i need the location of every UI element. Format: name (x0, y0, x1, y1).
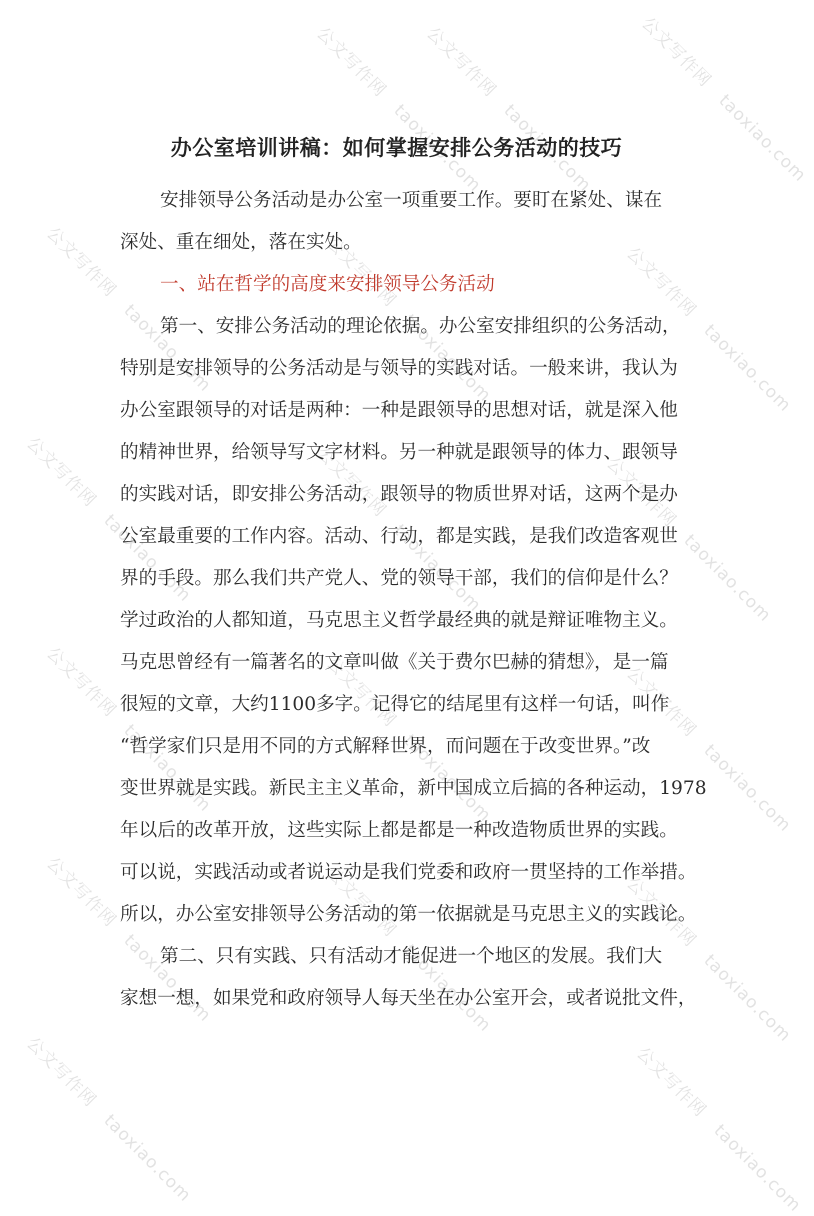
watermark: 公文写作网 taoxiao.com (322, 863, 496, 1037)
watermark: 公文写作网 taoxiao.com (42, 643, 216, 817)
paragraph-line: 第二、只有实践、只有活动才能促进一个地区的发展。我们大 (160, 946, 663, 967)
paragraph-line: 所以，办公室安排领导公务活动的第一依据就是马克思主义的实践论。 (120, 904, 697, 925)
paragraph-line: 很短的文章，大约1100多字。记得它的结尾里有这样一句话，叫作 (120, 694, 670, 715)
watermark: 公文写作网 taoxiao.com (637, 13, 810, 187)
watermark: 公文写作网 taoxiao.com (312, 443, 486, 617)
watermark: 公文写作网 taoxiao.com (622, 663, 795, 837)
watermark: 公文写作网 taoxiao.com (322, 653, 496, 827)
paragraph-line: 家想一想，如果党和政府领导人每天坐在办公室开会，或者说批文件， (120, 988, 697, 1009)
paragraph-line: 的精神世界，给领导写文字材料。另一种就是跟领导的体力、跟领导 (120, 442, 678, 463)
paragraph-line: 可以说，实践活动或者说运动是我们党委和政府一贯坚持的工作举措。 (120, 862, 697, 883)
paragraph-line: 年以后的改革开放，这些实际上都是都是一种改造物质世界的实践。 (120, 820, 678, 841)
paragraph-line: 变世界就是实践。新民主主义革命，新中国成立后搞的各种运动，1978 (120, 778, 707, 799)
watermark: 公文写作网 taoxiao.com (602, 453, 775, 627)
watermark: 公文写作网 taoxiao.com (42, 223, 216, 397)
paragraph-line: 公室最重要的工作内容。活动、行动，都是实践，是我们改造客观世 (120, 526, 678, 547)
watermark: 公文写作网 taoxiao.com (22, 1033, 196, 1207)
paragraph-line: 学过政治的人都知道，马克思主义哲学最经典的就是辩证唯物主义。 (120, 610, 678, 631)
watermark: 公文写作网 taoxiao.com (622, 873, 795, 1047)
paragraph-line: 办公室跟领导的对话是两种：一种是跟领导的思想对话，就是深入他 (120, 400, 678, 421)
paragraph-line: “哲学家们只是用不同的方式解释世界，而问题在于改变世界。”改 (120, 736, 651, 757)
watermark: 公文写作网 taoxiao.com (312, 23, 486, 197)
document-title: 办公室培训讲稿：如何掌握安排公务活动的技巧 (170, 135, 623, 160)
paragraph-line: 深处、重在细处，落在实处。 (120, 232, 362, 253)
watermark: 公文写作网 taoxiao.com (632, 1043, 805, 1216)
watermark: 公文写作网 taoxiao.com (422, 23, 595, 197)
section-heading: 一、站在哲学的高度来安排领导公务活动 (160, 274, 495, 295)
watermark: 公文写作网 taoxiao.com (622, 243, 795, 417)
paragraph-line: 的实践对话，即安排公务活动，跟领导的物质世界对话，这两个是办 (120, 484, 678, 505)
paragraph-line: 马克思曾经有一篇著名的文章叫做《关于费尔巴赫的猜想》，是一篇 (120, 652, 669, 673)
paragraph-line: 安排领导公务活动是办公室一项重要工作。要盯在紧处、谋在 (160, 190, 663, 211)
watermark: 公文写作网 taoxiao.com (42, 853, 216, 1027)
watermark: 公文写作网 taoxiao.com (22, 433, 196, 607)
watermark: 公文写作网 taoxiao.com (322, 233, 496, 407)
paragraph-line: 第一、安排公务活动的理论依据。办公室安排组织的公务活动， (160, 316, 681, 337)
paragraph-line: 特别是安排领导的公务活动是与领导的实践对话。一般来讲，我认为 (120, 358, 678, 379)
paragraph-line: 界的手段。那么我们共产党人、党的领导干部，我们的信仰是什么？ (120, 568, 678, 589)
